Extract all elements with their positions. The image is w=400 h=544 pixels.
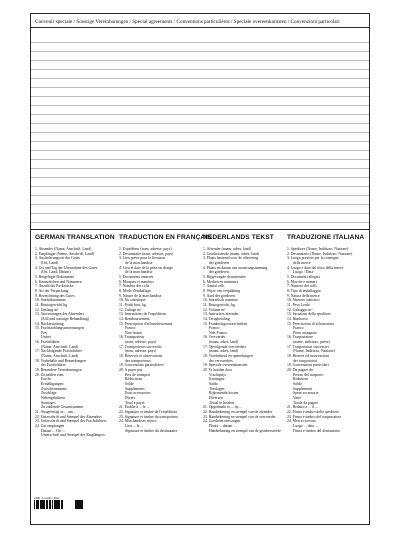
translation-line: 12. Cubage m³ [119,307,142,312]
translation-line: 18. Voorbehoud en opmerkingen [203,354,253,359]
translation-line: 3. Plaats bestemd voor de aflevering [203,256,259,261]
translation-line: 5. Documenti allegati [287,274,320,279]
column-title-french: TRADUCTION EN FRANÇAIS [119,234,212,241]
translation-line: Non franco [125,330,143,335]
translation-line: 14. Terugbetaling [203,316,230,321]
translation-line: 21. Redatto a ... il ... [287,405,318,410]
publisher-logo-icon [75,500,83,509]
translation-line: der Frachtführer [41,363,66,368]
writing-line [31,78,369,79]
translation-line: Varie [293,396,302,400]
translation-line: Bijkomende kosten [209,391,239,396]
translation-line: 24. Merce ricevuta [287,419,316,424]
translation-line: Vrachtprijs [209,372,226,377]
writing-line [31,42,369,43]
translation-line: 22. Firma e timbro dello speditore [287,409,339,414]
writing-line [31,195,369,196]
translation-line: (Name, Anschrift, Land) [41,344,79,349]
translation-line: Franco [125,326,136,331]
writing-line [31,213,369,214]
writing-line [31,150,369,151]
french-translation-list [119,247,201,433]
translation-line: Signature et timbre du destinataire [125,428,178,433]
translation-line: Porto assegnato [293,330,317,335]
translation-line: (Zoll und sonstige Behandlung) [41,316,90,321]
translation-line: 15. Prescrizioni di affrancatura [287,321,334,326]
translation-line: 1. Afzender (naam, adres, land) [203,247,251,251]
printer-line: CMR / Licentie / Druk [34,497,60,500]
translation-line: Divers [125,396,136,400]
translation-line: 6. Marques et numéros [119,279,154,284]
translation-line: 12. Umfang m³ [35,307,59,312]
translation-line: 7. Anzahl der Packstücke [35,284,74,289]
translation-line: 10. Statistisch nummer [203,298,238,303]
column-title-dutch: NEDERLANDS TEKST [203,234,274,241]
translation-line: 11. Poids brut, kg [119,302,146,307]
printer-imprint [34,497,74,515]
translation-line: 7. Numero dei colli [287,284,317,289]
translation-line: 7. Nombre des colis [119,284,150,289]
translation-line: 18. Riserve ed osservazioni [287,354,329,359]
translation-line: 2. Empfänger (Name, Anschrift, Land) [35,251,94,256]
translation-line: der vervoerders [209,358,233,363]
translation-line: Prix de transport [125,372,151,377]
translation-line: 21. Etablie à ... le ... [119,405,150,410]
barcode-bar [62,500,63,509]
writing-line [31,114,369,115]
translation-line: 11. Bruttogewicht kg [35,302,68,307]
translation-line: Frei [41,330,48,335]
translation-line: Franco [209,326,220,331]
translation-line: 10. Numero statistico [287,298,320,303]
translation-line: Kortingen [209,377,225,382]
translation-line: Ermäßigungen [41,382,64,387]
translation-line: 3. Luogo previsto per la consegna [287,256,339,261]
writing-line [31,96,369,97]
translation-line: 17. Transporteurs successifs [119,344,162,349]
translation-line: 12. Cubaggio m³ [287,307,313,312]
translation-line: 16. Frachtführer [35,340,60,345]
translation-line: Total à payer [125,400,145,405]
translation-line: 4. Lieu et date de la prise en charge [119,265,173,270]
translation-line: 14. Rimborso [287,316,308,321]
writing-line [31,51,369,52]
translation-line: 23. Firma e timbro del trasportatore [287,414,342,419]
writing-line [31,105,369,106]
translation-line: Diversen [209,396,223,400]
translation-line: Sonstiges [41,400,56,405]
translation-line: Frais accessoires [125,391,151,396]
translation-line: 18. Vorbehalte und Bemerkungen [35,358,86,363]
translation-line: (Name, Anschrift, Land) [41,354,79,359]
translation-line: (Ort, Land) [41,260,59,265]
translation-line: 3. Auslieferungsort des Gutes [35,256,80,261]
writing-line [31,69,369,70]
translation-line: 5. Bijgevoegde documenten [203,274,246,279]
barcode [34,500,74,509]
translation-line: (nom, adresse, pays) [125,340,157,345]
translation-line: Unterschrift und Stempel des Empfängers [41,433,105,438]
translation-line: (naam, adres, land) [209,340,239,345]
translation-line: de la marchandise [125,270,153,275]
translation-line: Totale da pagare [293,400,319,405]
translation-line: 20. Te betalen door [203,368,233,373]
translation-line: 11. Brutogewicht, kg [203,302,235,307]
translation-line: Saldo [293,382,302,387]
writing-line [31,132,369,133]
translation-line: 19. Speciale overeenkomsten [203,363,248,368]
translation-line: Firma e timbro del destinatario [293,428,341,433]
translation-line: 16. Vervoerder [203,335,226,340]
translation-line: Solde [125,382,134,387]
translation-line: (nome, indirizzo, paese) [293,340,330,345]
translation-line: 1. Expéditeur (nom, adresse, pays) [119,247,172,251]
writing-line [31,141,369,142]
translation-line: Fracht [41,377,51,382]
translation-line: 17. Trasportatori successivi [287,344,329,349]
translation-line: 24. Marchandises reçues [119,419,157,424]
translation-line: Réductions [125,377,143,382]
translation-line: 3. Lieu prévu pour la livraison [119,256,166,261]
translation-line: 18. Réserves et observations [119,354,163,359]
translation-line: della merce [293,260,311,265]
translation-line: 23. Signature et timbre du transporteur [119,414,178,419]
translation-line: 23. Unterschrift und Stempel des Frachtführers [35,419,107,424]
german-translation-list [35,247,117,438]
translation-line: Niet Franco [209,330,228,335]
translation-line: Unfrei [41,335,51,340]
writing-line [31,168,369,169]
translation-line: 14. Rückerstattung [35,321,64,326]
translation-line: 19. Besondere Vereinbarungen [35,368,82,373]
header-divider [31,27,369,28]
translation-line: Luogo / Data [293,270,314,275]
translation-line: (Nome, Indirizzo, Nazione) [293,349,335,354]
translation-line: 4. Plaats en datum van inontvangstneming [203,265,268,270]
translation-line: 21. Opgemaakt te ... op ... [203,405,243,410]
column-title-italian: TRADUZIONE ITALIANA [287,234,365,241]
translation-line: 8. Tipo di imballaggio [287,288,321,293]
translation-line: 22. Signature et timbre de l'expéditeur [119,409,178,414]
translation-line: Handtekening en stempel van de geadresseerde [209,428,281,433]
translation-line: 17. Nachfolgende Frachtführer [35,349,82,354]
translation-line: 13. Istruzioni dello speditore [287,312,331,317]
translation-line: Totaal te betalen [209,400,235,405]
translation-line: 16. Transporteur [119,335,145,340]
translation-line: 22. Handtekening en stempel van de afzender [203,409,273,414]
translation-line: 2. Destinatario (Nome, Indirizzo, Nazione) [287,251,353,256]
translation-line: (Ort, Land, Datum) [41,270,71,275]
translation-line: 17. Opvolgende vervoerders [203,344,247,349]
translation-line: dei trasportatori [293,358,318,363]
writing-line [31,177,369,178]
translation-line: 5. Beigefügte Dokumente [35,274,75,279]
italian-translation-list [287,247,369,433]
translation-line: Nebengebühren [41,396,66,400]
translation-line: Supplementi [293,386,313,391]
writing-line [31,60,369,61]
translation-line: 4. Luogo e data del ritiro della merce [287,265,344,270]
translation-line: 24. Goederen ontvangen [203,419,241,424]
translation-line: (naam, adres, land) [209,349,239,354]
translation-line: Zu zahlende Gesamtsumme [41,405,84,410]
translation-line: Saldo [209,382,218,387]
translation-line: 1. Speditore (Nome, Indirizzo, Nazione) [287,247,349,251]
translation-line: der goederen [209,270,229,275]
translation-line: Lieu ... le ... [125,423,144,428]
translation-line: des transporteurs [125,358,151,363]
translation-line: Datum ... Ort ... [41,428,65,433]
translation-line: 20. Zu zahlen vom [35,372,64,377]
translation-line: 9. Natura della merce [287,293,320,298]
translation-line: Plaats ... datum ... [209,423,237,428]
special-agreements-header: Convenir speciale / Sonstige Vereinbarungen / Special agreements / Conventions particulières / Speciale overeenkomsten / Convenzioni particolari [35,19,340,25]
translation-line: Zuschläge [41,391,57,396]
translation-top-divider [31,229,369,230]
translation-line: 10. Statistiknummer [35,298,66,303]
translation-line: de la marchandise [125,260,153,265]
translation-line: 13. Instructions de l'expéditeur [119,312,166,317]
translation-line: 1. Absender (Name, Anschrift, Land) [35,247,92,251]
translation-line: der goederen [209,260,229,265]
translation-line: 13. Anweisungen des Absenders [35,312,85,317]
translation-line: 19. Convenzioni particolari [287,363,329,368]
translation-line: Toeslagen [209,386,225,391]
writing-line [31,222,369,223]
translation-line: 6. Kennzeichen und Nummern [35,279,82,284]
translation-line: 13. Instructies afzender [203,312,239,317]
translation-line: 15. Frachtzahlungsanweisungen [35,326,84,331]
writing-line [31,87,369,88]
translation-line: 11. Peso Lordo [287,302,310,307]
translation-line: 9. Nature de la marchandise [119,293,162,298]
translation-line: 15. Prescription d'affranchissement [119,321,173,326]
translation-line: 4. Ort und Tag der Übernahme des Gutes [35,265,98,270]
translation-line: 2. Geadresseerde (naam, adres, land) [203,251,259,256]
translation-line: 6. Merken en nummers [203,279,239,284]
translation-line: 19. Conventions particulières [119,363,164,368]
writing-line [31,204,369,205]
writing-line [31,123,369,124]
translation-line: 21. Ausgefertigt in ... am ... [35,409,77,414]
translation-line: 10. No statistique [119,298,146,303]
dutch-translation-list [203,247,285,433]
translation-line: 9. Aard der goederen [203,293,235,298]
translation-line: (nom, adresse, pays) [125,349,157,354]
translation-line: Riduzioni [293,377,308,382]
writing-line [31,186,369,187]
translation-line: 24. Gut empfangen [35,423,65,428]
translation-line: 15. Frankeringsvoorschriften [203,321,248,326]
cmr-translation-sheet [30,13,370,525]
translation-line: Luogo ... data ... [293,423,318,428]
translation-line: 5. Documents annexés [119,274,154,279]
translation-line: 16. Trasportatore [287,335,313,340]
translation-line: 14. Remboursement [119,316,150,321]
translation-line: 6. Marche e numeri [287,279,317,284]
translation-line: Suppléments [125,386,145,391]
translation-line: 20. A payer par [119,368,143,373]
translation-line: Franco [293,326,304,331]
translation-line: 7. Aantal colli [203,284,225,289]
writing-line [31,159,369,160]
translation-line: 20. Da pagare da [287,368,313,373]
translation-line: 12. Volume m³ [203,307,226,312]
translation-line: 8. Art der Verpackung [35,288,69,293]
translation-line: 2. Destinataire (nom, adresse, pays) [119,251,174,256]
translation-line: Prezzo del trasporto [293,372,324,377]
translation-line: 8. Mode d'emballage [119,288,151,293]
translation-line: Zwischensumme [41,386,67,391]
translation-line: Spese accessorie [293,391,319,396]
column-title-german: GERMAN TRANSLATION [35,234,115,241]
translation-line: 22. Unterschrift und Stempel des Absenders [35,414,102,419]
translation-line: 8. Wijze van verpakking [203,288,241,293]
translation-line: 23. Handtekening en stempel van de vervoerder [203,414,276,419]
translation-line: 9. Bezeichnung des Gutes [35,293,75,298]
